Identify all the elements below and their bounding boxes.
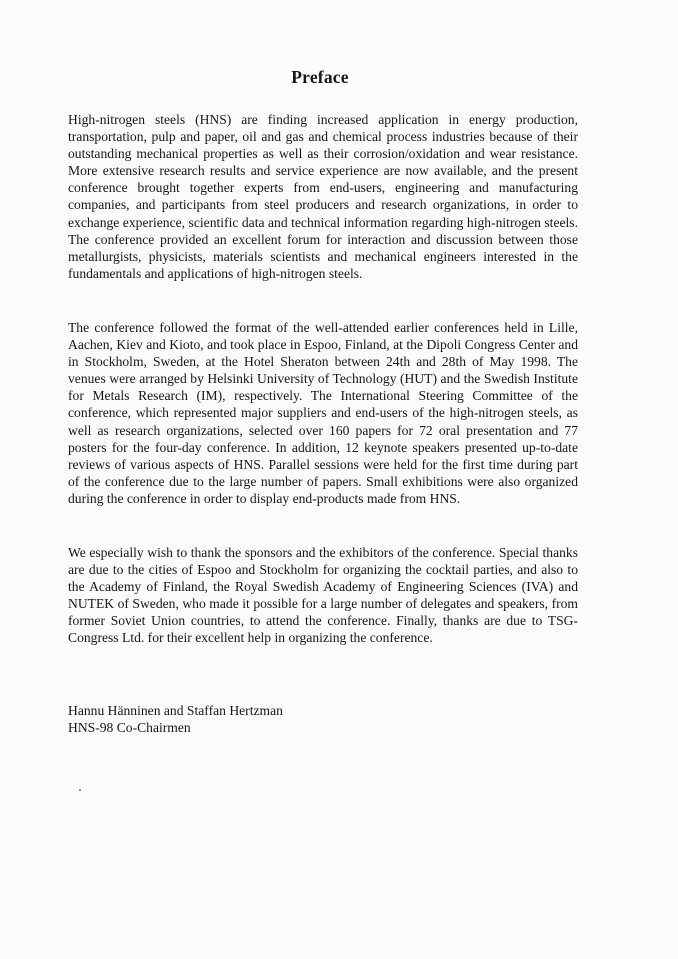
scan-speck <box>79 789 81 791</box>
signature-names: Hannu Hänninen and Staffan Hertzman <box>68 703 283 718</box>
paragraph-acknowledgements: We especially wish to thank the sponsors and the exhibitors of the conference. Special thanks are due to the cities of Espoo and Stockholm for organizing the cocktail parties, and also to the Academy of Finland, the Royal Swedish Academy of Engineering Sciences (IVA) and NUTEK of Sweden, who made it possible for a large number of delegates and speakers, from former Soviet Union countries, to attend the conference. Finally, thanks are due to TSG-Congress Ltd. for their excellent help in organizing the conference. <box>68 545 578 646</box>
signature-role: HNS-98 Co-Chairmen <box>68 720 191 735</box>
page-title: Preface <box>291 67 349 87</box>
paragraph-conference-format: The conference followed the format of the well-attended earlier conferences held in Lille, Aachen, Kiev and Kioto, and took place in Espoo, Finland, at the Dipoli Congress Center and in Stockholm, Sweden, at the Hotel Sheraton between 24th and 28th of May 1998. The venues were arranged by Helsinki University of Technology (HUT) and the Swedish Institute for Metals Research (IM), respectively. The International Steering Committee of the conference, which represented major suppliers and end-users of the high-nitrogen steels, as well as research organizations, selected over 160 papers for 72 oral presentation and 77 posters for the four-day conference. In addition, 12 keynote speakers presented up-to-date reviews of various aspects of HNS. Parallel sessions were held for the first time during part of the conference due to the large number of papers. Small exhibitions were also organized during the conference in order to display end-products made from HNS. <box>68 320 578 506</box>
paragraph-introduction: High-nitrogen steels (HNS) are finding increased application in energy production, transportation, pulp and paper, oil and gas and chemical process industries because of their outstanding mechanical properties as well as their corrosion/oxidation and wear resistance. More extensive research results and service experience are now available, and the present conference brought together experts from end-users, engineering and manufacturing companies, and participants from steel producers and research organizations, in order to exchange experience, scientific data and technical information regarding high-nitrogen steels. The conference provided an excellent forum for interaction and discussion between those metallurgists, physicists, materials scientists and mechanical engineers interested in the fundamentals and applications of high-nitrogen steels. <box>68 112 578 281</box>
